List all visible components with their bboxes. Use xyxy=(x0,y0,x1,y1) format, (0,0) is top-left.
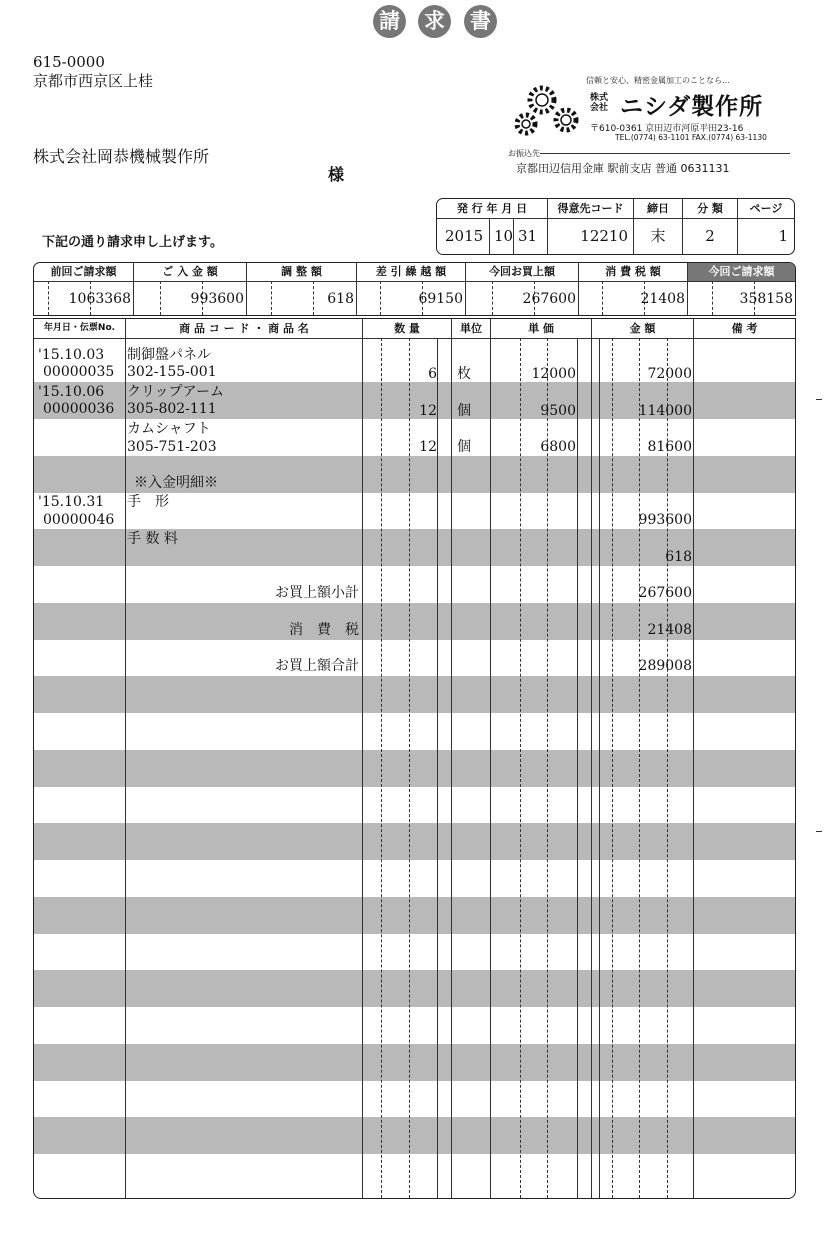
row3-amount: 81600 xyxy=(647,439,692,455)
row3-qty: 12 xyxy=(419,439,437,455)
info-date-divider xyxy=(489,218,490,254)
payment-detail-label: ※入金明細※ xyxy=(134,475,218,491)
summary-header-purchase: 今回お買上額 xyxy=(489,265,555,278)
issue-month: 10 xyxy=(494,227,514,245)
row1-name: 制御盤パネル xyxy=(127,347,211,363)
col-subdivider xyxy=(599,338,600,1198)
col-divider xyxy=(591,319,592,1198)
row-band xyxy=(34,1117,795,1154)
payment-amount: 993600 xyxy=(190,291,244,307)
table-header-rule xyxy=(34,338,795,339)
row1-slip: 00000035 xyxy=(43,364,115,380)
col-divider xyxy=(490,319,491,1198)
fold-mark xyxy=(816,831,822,832)
summary-header-tax: 消 費 税 額 xyxy=(605,265,661,278)
company-address: 〒610-0361 京田辺市河原平田23-16 xyxy=(590,124,744,134)
row1-price: 12000 xyxy=(531,366,576,382)
summary-header-adjust: 調 整 額 xyxy=(281,265,322,278)
row2-slip: 00000036 xyxy=(43,401,115,417)
row-band xyxy=(34,823,795,860)
row2-name: クリップアーム xyxy=(127,384,225,400)
recipient-name: 株式会社岡恭機械製作所 xyxy=(33,147,210,166)
row2-unit: 個 xyxy=(457,403,471,419)
summary-box xyxy=(33,262,796,316)
summary-header-total: 今回ご請求額 xyxy=(688,263,795,281)
grand-total-label: お買上額合計 xyxy=(275,658,359,674)
row2-qty: 12 xyxy=(419,403,437,419)
lead-text: 下記の通り請求申し上げます。 xyxy=(42,235,223,250)
row6-name: 手 数 料 xyxy=(127,531,178,547)
col-header-amount: 金 額 xyxy=(592,319,693,338)
subtotal-amount: 267600 xyxy=(638,585,692,601)
company-tel: TEL.(0774) 63-1101 FAX.(0774) 63-1130 xyxy=(615,133,767,142)
row2-code: 305-802-111 xyxy=(127,401,217,417)
col-divider xyxy=(693,319,694,1198)
prev-billing-amount: 1063368 xyxy=(68,291,131,307)
row-band xyxy=(34,897,795,934)
row-band xyxy=(34,970,795,1007)
row1-date: '15.10.03 xyxy=(38,347,105,363)
recipient-postal: 615-0000 xyxy=(33,53,105,71)
fold-mark xyxy=(816,399,822,400)
row2-date: '15.10.06 xyxy=(38,384,105,400)
row3-unit: 個 xyxy=(457,439,471,455)
tax-amount: 21408 xyxy=(640,291,685,307)
row3-price: 6800 xyxy=(540,439,576,455)
furikomi-label: お振込先 xyxy=(508,149,540,158)
row-band xyxy=(34,676,795,713)
info-header-page: ページ xyxy=(749,202,783,215)
col-dash xyxy=(520,338,521,1198)
info-header-date: 発 行 年 月 日 xyxy=(456,202,528,215)
row3-name: カムシャフト xyxy=(127,421,211,437)
summary-header-payment: ご 入 金 額 xyxy=(162,265,218,278)
col-dash xyxy=(409,338,410,1198)
row2-amount: 114000 xyxy=(638,403,692,419)
page-number: 1 xyxy=(778,227,788,245)
company-kabushiki-text: 株式 会社 xyxy=(590,93,609,113)
row-band xyxy=(34,750,795,787)
detail-table xyxy=(33,318,796,1199)
info-header-closing: 締日 xyxy=(647,202,669,215)
issue-day: 31 xyxy=(518,227,538,245)
col-header-price: 単 価 xyxy=(491,319,591,338)
gear-logo-icon xyxy=(506,82,588,144)
company-kabushiki xyxy=(590,93,608,113)
info-header-rule xyxy=(437,218,794,219)
issue-info-box xyxy=(436,198,795,255)
col-subdivider xyxy=(437,338,438,1198)
recipient-honorific: 様 xyxy=(328,165,345,184)
bank-account: 京都田辺信用金庫 駅前支店 普通 0631131 xyxy=(516,162,730,175)
category: 2 xyxy=(705,227,715,245)
col-header-unit: 単位 xyxy=(452,319,490,338)
col-divider xyxy=(451,319,452,1198)
summary-header-rule xyxy=(34,281,795,282)
company-tagline: 信頼と安心、精密金属加工のことなら… xyxy=(586,76,730,85)
row3-code: 305-751-203 xyxy=(127,439,217,455)
row5-name: 手 形 xyxy=(127,494,169,510)
adjustment-amount: 618 xyxy=(327,291,354,307)
subtotal-label: お買上額小計 xyxy=(275,585,359,601)
summary-header-carry: 差 引 繰 越 額 xyxy=(375,265,447,278)
col-header-notes: 備 考 xyxy=(694,319,795,338)
info-header-code: 得意先コード xyxy=(557,202,624,215)
col-divider xyxy=(362,319,363,1198)
col-header-qty: 数 量 xyxy=(363,319,451,338)
row6-amount: 618 xyxy=(665,549,692,565)
tax-total-amount: 21408 xyxy=(647,622,692,638)
closing-day: 末 xyxy=(650,227,666,245)
info-header-category: 分 類 xyxy=(697,202,723,215)
row5-amount: 993600 xyxy=(638,512,692,528)
col-dash xyxy=(547,338,548,1198)
issue-year: 2015 xyxy=(445,227,484,245)
row2-price: 9500 xyxy=(540,403,576,419)
col-dash xyxy=(667,338,668,1198)
col-header-date: 年月日・伝票No. xyxy=(34,319,125,338)
row1-amount: 72000 xyxy=(647,366,692,382)
row1-qty: 6 xyxy=(428,366,437,382)
company-name: ニシダ製作所 xyxy=(620,94,764,120)
total-billing-amount: 358158 xyxy=(739,291,793,307)
col-divider xyxy=(125,319,126,1198)
col-header-item: 商 品 コ ー ド ・ 商 品 名 xyxy=(126,319,362,338)
tax-label: 消 費 税 xyxy=(289,622,359,638)
row5-date: '15.10.31 xyxy=(38,494,105,510)
recipient-address: 京都市西京区上桂 xyxy=(33,72,154,90)
row1-code: 302-155-001 xyxy=(127,364,217,380)
col-subdivider xyxy=(577,338,578,1198)
title-char-1: 請 xyxy=(373,5,406,38)
row-band xyxy=(34,1044,795,1081)
grand-total-amount: 289008 xyxy=(638,658,692,674)
col-dash xyxy=(612,338,613,1198)
info-date-divider xyxy=(513,218,514,254)
furikomi-rule xyxy=(540,153,790,154)
col-dash xyxy=(639,338,640,1198)
summary-header-prev: 前回ご請求額 xyxy=(50,265,117,278)
title-char-2: 求 xyxy=(418,5,451,38)
carryover-amount: 69150 xyxy=(418,291,463,307)
row1-unit: 枚 xyxy=(457,366,471,382)
customer-code: 12210 xyxy=(580,227,628,245)
col-dash xyxy=(381,338,382,1198)
title-char-3: 書 xyxy=(464,5,497,38)
purchase-amount: 267600 xyxy=(522,291,576,307)
row5-slip: 00000046 xyxy=(43,512,115,528)
